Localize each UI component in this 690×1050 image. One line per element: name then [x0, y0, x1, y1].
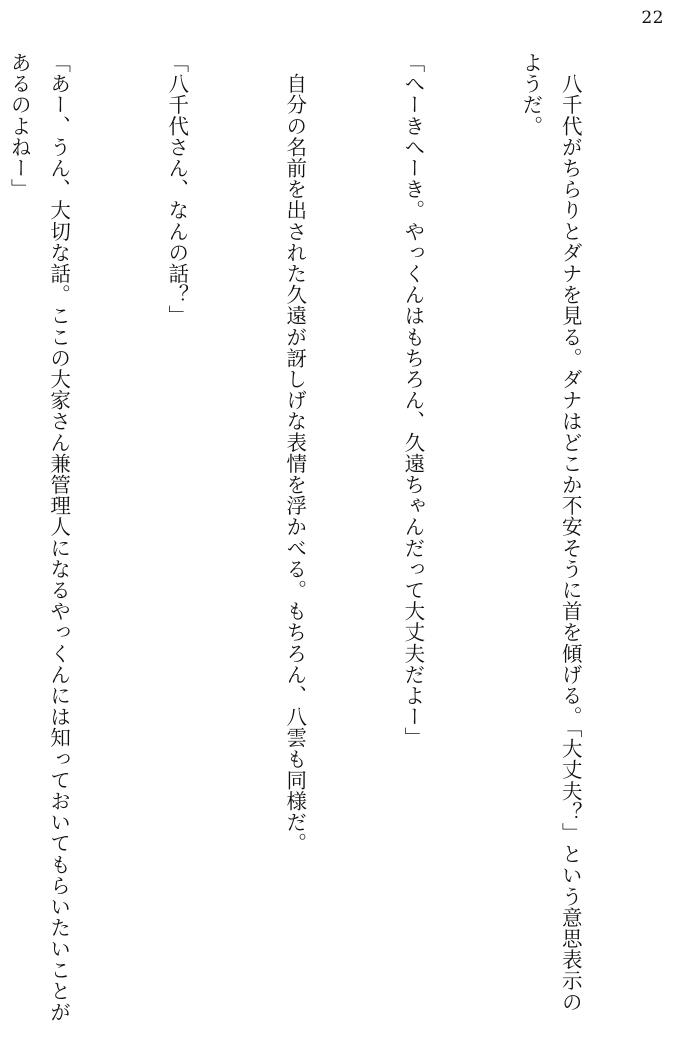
paragraph: 自分の名前を出された久遠が訝しげな表情を浮かべる。もちろん、八雲も同様だ。: [282, 52, 307, 854]
page-number: 22: [641, 8, 664, 28]
paragraph: 「あー、うん、大切な話。ここの大家さん兼管理人になるやっくんには知っておいてもらいたいことがあるのよねー」: [7, 52, 71, 1023]
paragraph: 「へーきへーき。やっくんはもちろん、久遠ちゃんだって大丈夫だよー」: [400, 52, 425, 749]
paragraph: 八千代がちらりとダナを見る。ダナはどこか不安そうに首を傾げる。「大丈夫？」という意思表示のようだ。: [518, 52, 583, 1013]
paragraph: 「八千代さん、なんの話？」: [164, 52, 189, 327]
page-text-body: [7, 52, 668, 1024]
